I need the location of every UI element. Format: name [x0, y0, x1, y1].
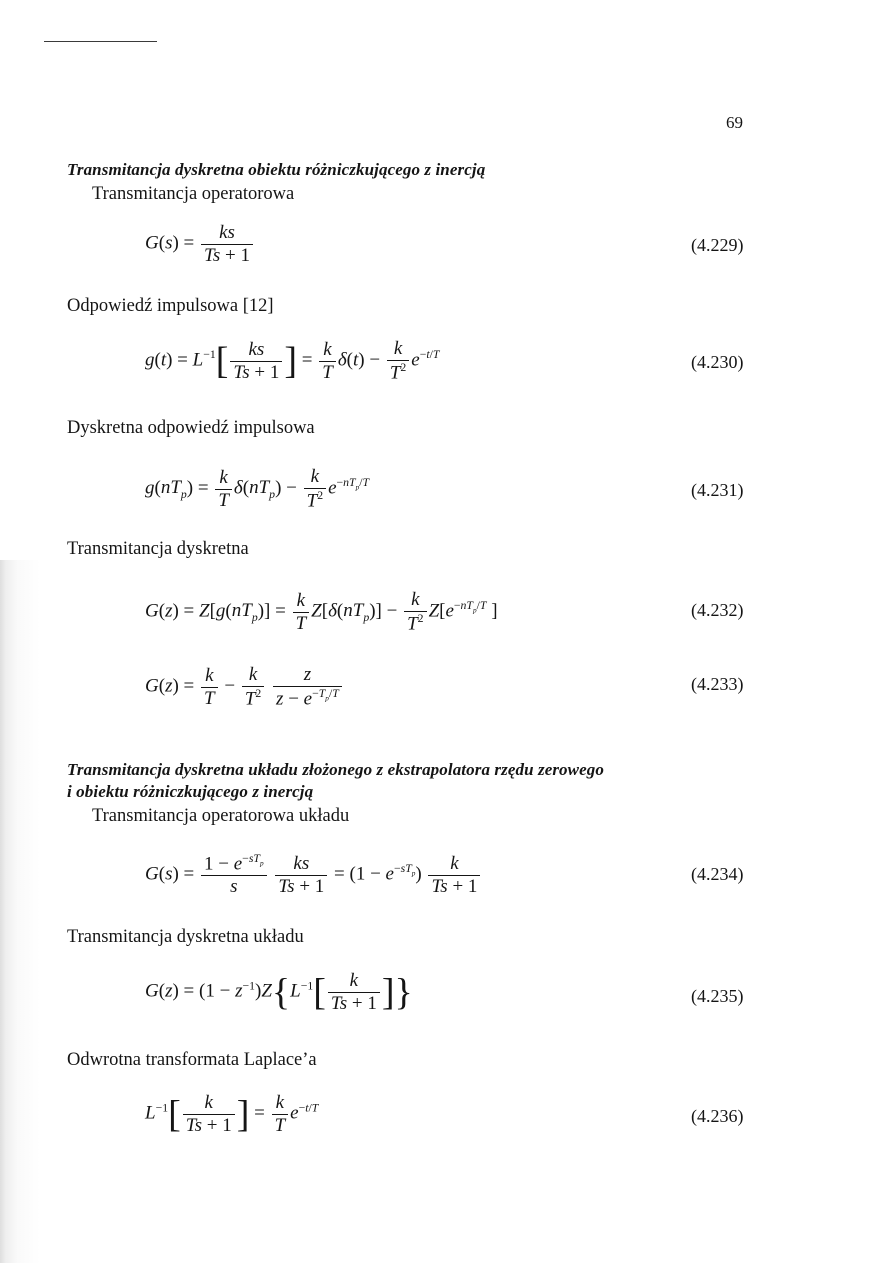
- equation-4-229: G(s) = $\frac{ks}{Ts + 1}$: [145, 222, 255, 267]
- paragraph-discrete-transfer: Transmitancja dyskretna: [67, 539, 249, 559]
- paragraph-system-discrete-transfer: Transmitancja dyskretna układu: [67, 927, 304, 947]
- paragraph-inverse-laplace: Odwrotna transformata Laplace’a: [67, 1050, 317, 1070]
- equation-4-236: $L^{-1}$[ $\frac{k}{Ts + 1}$ ] = $\frac{k}{T}$ $e^{-t/T}$: [145, 1092, 319, 1136]
- equation-number: (4.229): [691, 235, 744, 255]
- equation-number: (4.233): [691, 674, 744, 694]
- paragraph-discrete-impulse-response: Dyskretna odpowiedź impulsowa: [67, 418, 315, 438]
- equation-4-230: $g(t) = L^{-1}$[ $\frac{ks}{Ts + 1}$ ] = $\frac{k}{T}$ δ(t) − $\frac{k}{T^2}$ $e^{-t/T}$: [145, 338, 440, 384]
- equation-number: (4.231): [691, 480, 744, 500]
- equation-4-234: G(s) = $1 - e^{-sT_p}$ s $\frac{ks}{Ts + 1}$ = $(1 - e^{-sT_p})$ $\frac{k}{Ts + 1}$: [145, 852, 482, 898]
- section-heading-continued: i obiektu różniczkującego z inercją: [67, 782, 314, 801]
- equation-4-231: $g(nT_p)$ = $\frac{k}{T}$ $\delta(nT_p)$ − $\frac{k}{T^2}$ $e^{-nT_p/T}$: [145, 466, 370, 512]
- section-heading: Transmitancja dyskretna układu złożonego z ekstrapolatora rzędu zerowego: [67, 760, 604, 779]
- scan-shadow: [0, 560, 62, 1263]
- paragraph-system-operator-transfer: Transmitancja operatorowa układu: [92, 806, 350, 826]
- equation-4-232: $G(z) = Z[g(nT_p)]$ = $\frac{k}{T}$ $Z[\delta(nT_p)]$ − $\frac{k}{T^2}$ $Z[e^{-nT_p/T}$ ]: [145, 589, 498, 635]
- equation-number: (4.234): [691, 864, 744, 884]
- header-rule: [44, 41, 157, 42]
- equation-number: (4.232): [691, 600, 744, 620]
- equation-number: (4.230): [691, 352, 744, 372]
- equation-number: (4.235): [691, 986, 744, 1006]
- paragraph-operator-transfer: Transmitancja operatorowa: [92, 184, 295, 204]
- equation-4-233: G(z) = $\frac{k}{T}$ − $\frac{k}{T^2}$ $\frac{z}{z - e^{-T_p/T}}$: [145, 664, 344, 710]
- paragraph-impulse-response: Odpowiedź impulsowa [12]: [67, 296, 274, 316]
- section-heading: Transmitancja dyskretna obiektu różniczkującego z inercją: [67, 160, 486, 179]
- page-number: 69: [726, 113, 743, 132]
- equation-4-235: $G(z) = (1 - z^{-1})Z\{L^{-1}$[ $\frac{k}{Ts + 1}$ ]}: [145, 970, 413, 1014]
- equation-number: (4.236): [691, 1106, 744, 1126]
